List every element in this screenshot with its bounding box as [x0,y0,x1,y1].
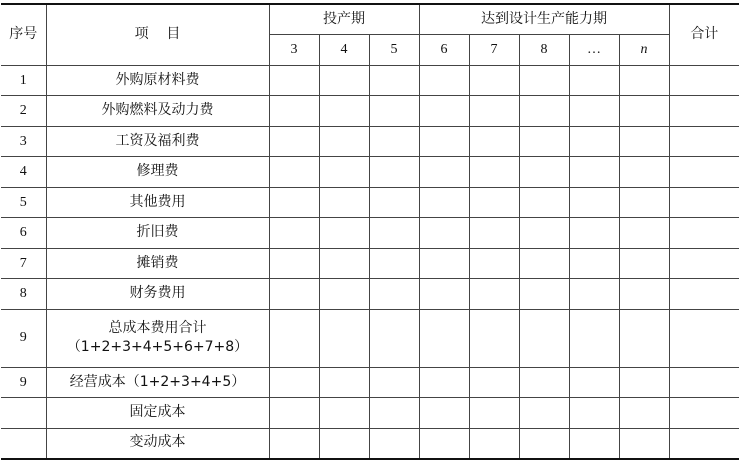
row-item-label: 外购燃料及动力费 [101,102,214,118]
empty-total-cell [669,65,739,96]
empty-value-cell [569,187,619,218]
table-row [1,65,739,96]
empty-value-cell [269,248,319,279]
row-item-label: 摊销费 [136,254,179,271]
empty-value-cell [419,187,469,218]
row-item-name [46,248,269,279]
table-row [1,367,739,398]
row-item-label: 外购原材料费 [115,71,200,88]
empty-value-cell [319,367,369,398]
empty-value-cell [469,279,519,310]
row-seq: 1 [1,65,46,96]
empty-value-cell [519,248,569,279]
row-seq: 9 [1,367,46,398]
empty-total-cell [669,279,739,310]
empty-value-cell [319,248,369,279]
empty-value-cell [469,126,519,157]
row-item-label: 经营成本（1+2+3+4+5） [69,373,246,390]
empty-value-cell [619,65,669,96]
empty-total-cell [669,126,739,157]
empty-value-cell [269,218,319,249]
empty-value-cell [419,367,469,398]
empty-value-cell [419,126,469,157]
empty-value-cell [369,428,419,459]
empty-value-cell [319,428,369,459]
empty-value-cell [369,187,419,218]
period-header: 4 [319,34,369,65]
period-header: 7 [469,34,519,65]
period-header: 5 [369,34,419,65]
header-item: 项 目 [46,4,269,65]
empty-value-cell [569,96,619,127]
empty-value-cell [369,157,419,188]
empty-value-cell [469,398,519,429]
empty-value-cell [269,187,319,218]
row-item-name [46,428,269,459]
empty-value-cell [269,428,319,459]
row-item-name [46,367,269,398]
row-seq: 6 [1,218,46,249]
empty-value-cell [569,309,619,367]
empty-value-cell [569,248,619,279]
empty-value-cell [619,279,669,310]
empty-value-cell [519,187,569,218]
empty-value-cell [269,398,319,429]
row-seq: 4 [1,157,46,188]
empty-value-cell [369,96,419,127]
empty-value-cell [569,367,619,398]
empty-total-cell [669,248,739,279]
empty-value-cell [319,279,369,310]
row-seq: 3 [1,126,46,157]
row-item-name [46,218,269,249]
empty-value-cell [619,218,669,249]
empty-total-cell [669,309,739,367]
row-seq: 5 [1,187,46,218]
empty-value-cell [519,279,569,310]
table-row [1,398,739,429]
row-item-label: 折旧费 [136,224,179,240]
empty-value-cell [619,248,669,279]
empty-value-cell [269,279,319,310]
row-item-name [46,96,269,127]
row-item-label: 变动成本 [129,434,186,451]
empty-value-cell [319,398,369,429]
empty-value-cell [269,309,319,367]
empty-value-cell [269,96,319,127]
empty-value-cell [519,428,569,459]
empty-value-cell [469,218,519,249]
table-row [1,218,739,249]
table-row [1,126,739,157]
row-item-name [46,309,269,367]
empty-total-cell [669,96,739,127]
cost-table [1,3,739,460]
empty-value-cell [569,218,619,249]
header-design-capacity-period: 达到设计生产能力期 [419,4,669,34]
empty-value-cell [269,65,319,96]
period-header: n [619,34,669,65]
row-item-label: 固定成本 [129,404,186,420]
row-item-label: 其他费用 [129,193,186,210]
empty-value-cell [319,65,369,96]
empty-value-cell [319,126,369,157]
empty-value-cell [269,367,319,398]
empty-value-cell [619,367,669,398]
empty-total-cell [669,187,739,218]
row-item-name [46,398,269,429]
empty-value-cell [369,65,419,96]
row-item-label: 总成本费用合计 [108,319,207,336]
empty-value-cell [269,126,319,157]
empty-total-cell [669,428,739,459]
row-seq [1,398,46,429]
empty-value-cell [319,187,369,218]
row-item-name [46,126,269,157]
empty-value-cell [519,218,569,249]
empty-value-cell [469,309,519,367]
row-item-formula: （1+2+3+4+5+6+7+8） [66,339,249,355]
table-row [1,248,739,279]
row-seq: 8 [1,279,46,310]
empty-value-cell [619,187,669,218]
table-row [1,428,739,459]
empty-value-cell [319,218,369,249]
table-row [1,157,739,188]
empty-value-cell [569,65,619,96]
empty-value-cell [319,309,369,367]
empty-value-cell [569,157,619,188]
empty-value-cell [569,126,619,157]
empty-value-cell [519,126,569,157]
period-header: 8 [519,34,569,65]
empty-value-cell [619,157,669,188]
table-row [1,187,739,218]
empty-value-cell [419,398,469,429]
empty-value-cell [619,126,669,157]
empty-total-cell [669,398,739,429]
row-item-name [46,157,269,188]
empty-value-cell [419,428,469,459]
empty-value-cell [569,428,619,459]
row-item-name [46,65,269,96]
row-seq: 7 [1,248,46,279]
empty-value-cell [469,367,519,398]
table-row [1,96,739,127]
empty-value-cell [569,279,619,310]
empty-value-cell [619,428,669,459]
empty-value-cell [419,279,469,310]
empty-value-cell [469,428,519,459]
row-item-name [46,279,269,310]
empty-value-cell [419,248,469,279]
empty-value-cell [369,309,419,367]
period-header: … [569,34,619,65]
empty-value-cell [369,367,419,398]
table-row [1,309,739,367]
row-seq: 2 [1,96,46,127]
empty-value-cell [369,279,419,310]
row-seq [1,428,46,459]
period-header: 3 [269,34,319,65]
empty-value-cell [419,309,469,367]
empty-value-cell [469,96,519,127]
row-item-label: 工资及福利费 [115,132,200,149]
empty-value-cell [619,309,669,367]
row-item-name [46,187,269,218]
empty-value-cell [519,367,569,398]
empty-value-cell [469,248,519,279]
empty-value-cell [369,126,419,157]
header-seq: 序号 [1,4,46,65]
empty-value-cell [519,157,569,188]
empty-value-cell [369,248,419,279]
header-construction-period: 投产期 [269,4,419,34]
row-item-label: 财务费用 [129,285,186,301]
empty-value-cell [569,398,619,429]
empty-value-cell [519,309,569,367]
empty-value-cell [469,65,519,96]
empty-value-cell [369,398,419,429]
empty-value-cell [619,398,669,429]
empty-value-cell [469,157,519,188]
empty-value-cell [419,218,469,249]
empty-value-cell [469,187,519,218]
empty-value-cell [369,218,419,249]
header-total: 合计 [669,4,739,65]
empty-total-cell [669,218,739,249]
empty-value-cell [419,157,469,188]
row-seq: 9 [1,309,46,367]
table-row [1,279,739,310]
empty-value-cell [419,65,469,96]
empty-value-cell [269,157,319,188]
empty-value-cell [519,398,569,429]
empty-value-cell [419,96,469,127]
empty-total-cell [669,367,739,398]
empty-value-cell [619,96,669,127]
row-item-label: 修理费 [136,163,179,179]
period-header: 6 [419,34,469,65]
empty-value-cell [519,65,569,96]
empty-value-cell [519,96,569,127]
empty-total-cell [669,157,739,188]
empty-value-cell [319,96,369,127]
empty-value-cell [319,157,369,188]
